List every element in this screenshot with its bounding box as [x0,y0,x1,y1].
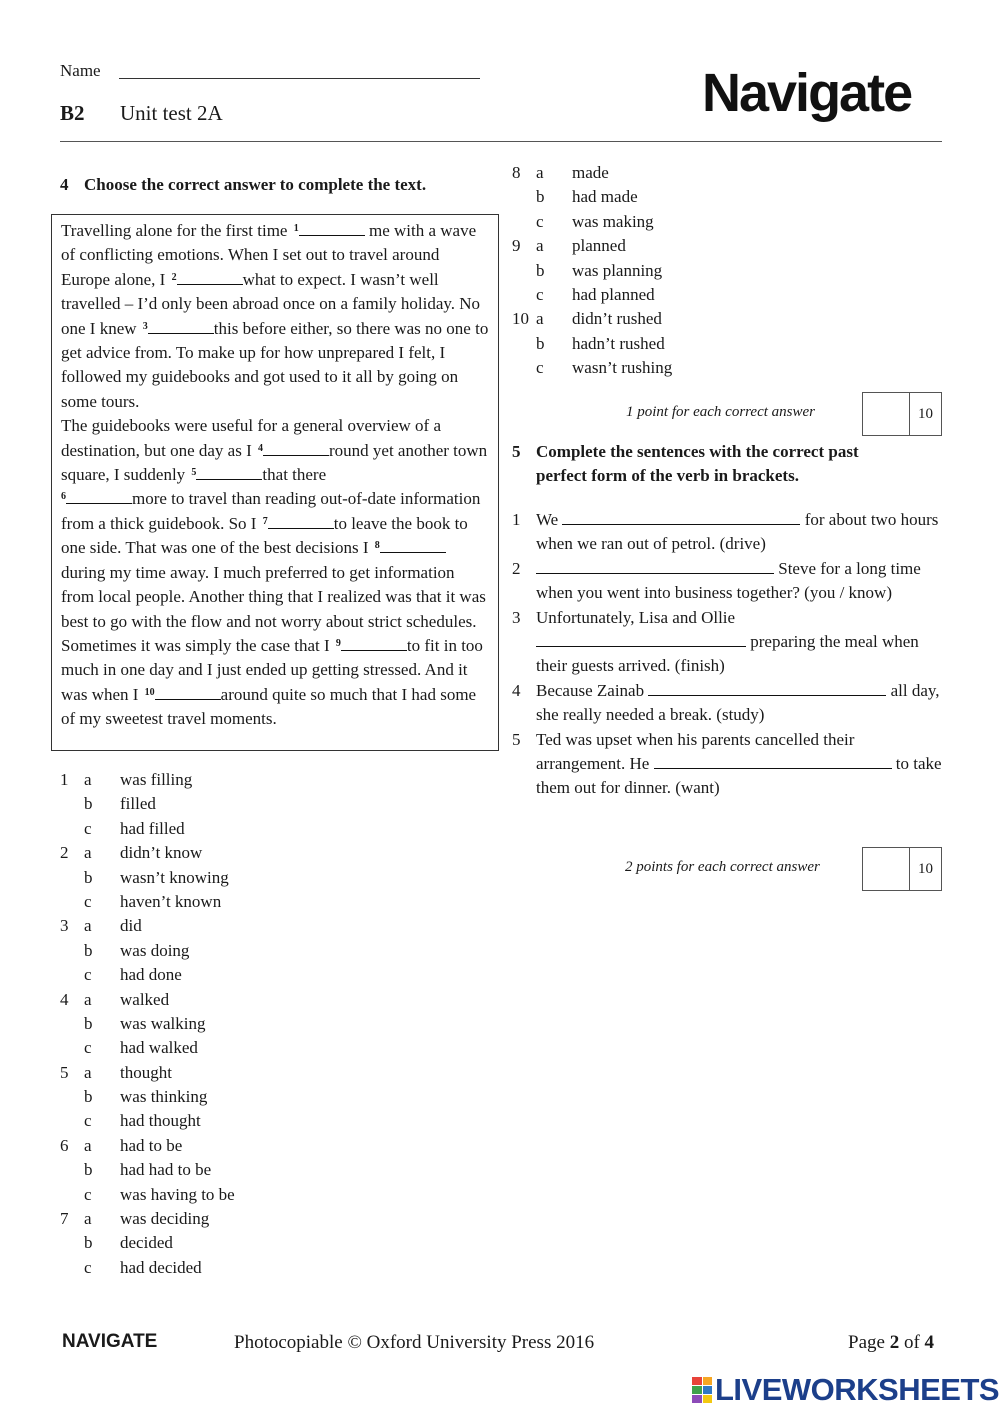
name-field[interactable] [119,62,480,79]
name-label: Name [60,61,101,80]
liveworksheets-watermark [692,1372,999,1408]
option-row[interactable]: c was making [536,211,654,231]
gap-blank[interactable] [148,319,214,334]
paragraph-1: Travelling alone for the first time $^1$ me with a wave of conflicting emotions. When I set out to travel around Europe alone, I $^2$ what to expect. I wasn’t well travelled – I’d only been abroad once on a family holiday. No one I knew $^3$ this before either, so there was no one to get advice from. To make up for how unprepared I felt, I followed my guidebooks and got used to it all by going on some tours. [61,221,489,411]
liveworksheets-logo-icon [692,1377,712,1403]
answer-blank[interactable] [536,632,746,647]
header-divider [60,141,942,142]
option-row[interactable]: c had filled [84,818,185,838]
gap-blank[interactable] [177,270,243,285]
answer-blank[interactable] [648,681,886,696]
gap-blank[interactable] [66,489,132,504]
gap-number: 3 [142,320,148,332]
gap-number: 8 [374,540,380,552]
option-row[interactable]: c had walked [84,1038,198,1058]
option-row[interactable]: 7 a was deciding [60,1209,210,1229]
gap-number: 1 [293,223,299,234]
sentence-list [512,508,942,801]
sentence-item: 2 Steve for a long time when you went into business together? (you / know) [512,558,921,603]
options-left-column [60,768,360,1280]
section-number: 4 [60,175,69,194]
gap-number: 7 [262,515,268,527]
option-row[interactable]: c haven’t known [84,891,222,911]
option-row[interactable]: b was walking [84,1013,206,1033]
option-row[interactable]: 10 a didn’t rushed [512,309,662,329]
gap-blank[interactable] [155,685,221,700]
option-row[interactable]: b filled [84,794,156,814]
gap-number: 6 [61,491,66,503]
sentence-item: 1 We for about two hours when we ran out of petrol. (drive) [512,510,939,554]
gap-blank[interactable] [268,514,334,529]
gap-blank[interactable] [341,636,407,651]
option-row[interactable]: 2 a didn’t know [60,843,203,863]
gap-number: 4 [258,442,263,454]
section-5-heading [512,440,932,488]
option-row[interactable]: c had planned [536,284,655,304]
option-row[interactable]: 8 a made [512,163,609,182]
option-row[interactable]: c had done [84,965,182,985]
option-row[interactable]: b was doing [84,940,190,960]
score-box-section-5 [862,847,942,891]
option-row[interactable]: 5 a thought [60,1062,172,1082]
option-row[interactable]: b had had to be [84,1160,212,1180]
score-total: 10 [918,860,933,877]
unit-title: Unit test 2A [120,101,223,125]
footer-brand: NAVIGATE [62,1331,158,1352]
option-row[interactable]: c had thought [84,1111,201,1131]
gap-number: 10 [144,686,155,698]
option-row[interactable]: 1 a was filling [60,770,193,789]
option-row[interactable]: c wasn’t rushing [536,358,673,378]
paragraph-2: The guidebooks were useful for a general overview of a destination, but one day as I $^4$ round yet another town square, I suddenly $^5$ that there $^6$ more to travel than reading out-of-date information from a thick guidebook. So I $^7$ to leave the book to one side. That was one of the best decisions I $^8$during my time away. I much preferred to get information from local people. Another thing that I realized was that it was best to go with the flow and not worry about strict schedules. Sometimes it was simply the case that I $^9$ to fit in too much in one day and I just ended up getting stressed. And it was when I $^{10}$ around quite so much that I had some of my sweetest travel moments. [61,416,488,729]
gap-blank[interactable] [380,538,446,553]
section-instruction: Choose the correct answer to complete the text. [84,175,427,194]
option-row[interactable]: 4 a walked [60,989,170,1009]
section-instruction-line-1: Complete the sentences with the correct past [536,442,859,461]
gap-number: 9 [335,637,341,649]
option-row[interactable]: b hadn’t rushed [536,333,665,353]
watermark-text: LIVEWORKSHEETS [715,1372,1000,1407]
option-row[interactable]: 6 a had to be [60,1135,183,1155]
options-right-column [512,161,812,381]
option-row[interactable]: b decided [84,1233,173,1253]
sentence-item: 3 Unfortunately, Lisa and Ollie preparing the meal when their guests arrived. (finish) [512,607,919,676]
gap-blank[interactable] [196,465,262,480]
answer-blank[interactable] [536,559,774,574]
answer-blank[interactable] [654,754,892,769]
option-row[interactable]: b was planning [536,260,663,280]
sentence-item: 5 Ted was upset when his parents cancelled their arrangement. He to take them out for dinner. (want) [512,729,942,798]
section-4-heading [60,173,426,197]
page-indicator: Page 2 of 4 [848,1332,935,1353]
section-instruction-line-2: perfect form of the verb in brackets. [536,466,799,485]
gap-blank[interactable] [263,441,329,456]
score-box-section-4 [862,392,942,436]
option-row[interactable]: b had made [536,187,638,207]
gap-blank[interactable] [299,221,365,236]
score-input[interactable] [863,848,910,890]
score-note-section-5: 2 points for each correct answer [625,859,820,875]
option-row[interactable]: b was thinking [84,1087,208,1107]
footer-copyright: Photocopiable © Oxford University Press 2016 [234,1332,595,1353]
option-row[interactable]: 3 a did [60,916,142,936]
option-row[interactable]: b wasn’t knowing [84,867,229,887]
gap-number: 2 [171,271,177,283]
option-row[interactable]: c had decided [84,1257,202,1277]
option-row[interactable]: 9 a planned [512,236,626,256]
gap-number: 5 [191,467,197,479]
level-label: B2 [60,101,85,125]
score-note-section-4: 1 point for each correct answer [626,404,816,420]
section-number: 5 [512,442,521,461]
option-row[interactable]: c was having to be [84,1184,235,1204]
score-total: 10 [918,405,933,422]
answer-blank[interactable] [562,510,800,525]
reading-text-box [51,214,499,751]
sentence-item: 4 Because Zainab all day, she really needed a break. (study) [512,680,940,725]
score-input[interactable] [863,393,910,435]
navigate-logo: Navigate [702,63,912,123]
